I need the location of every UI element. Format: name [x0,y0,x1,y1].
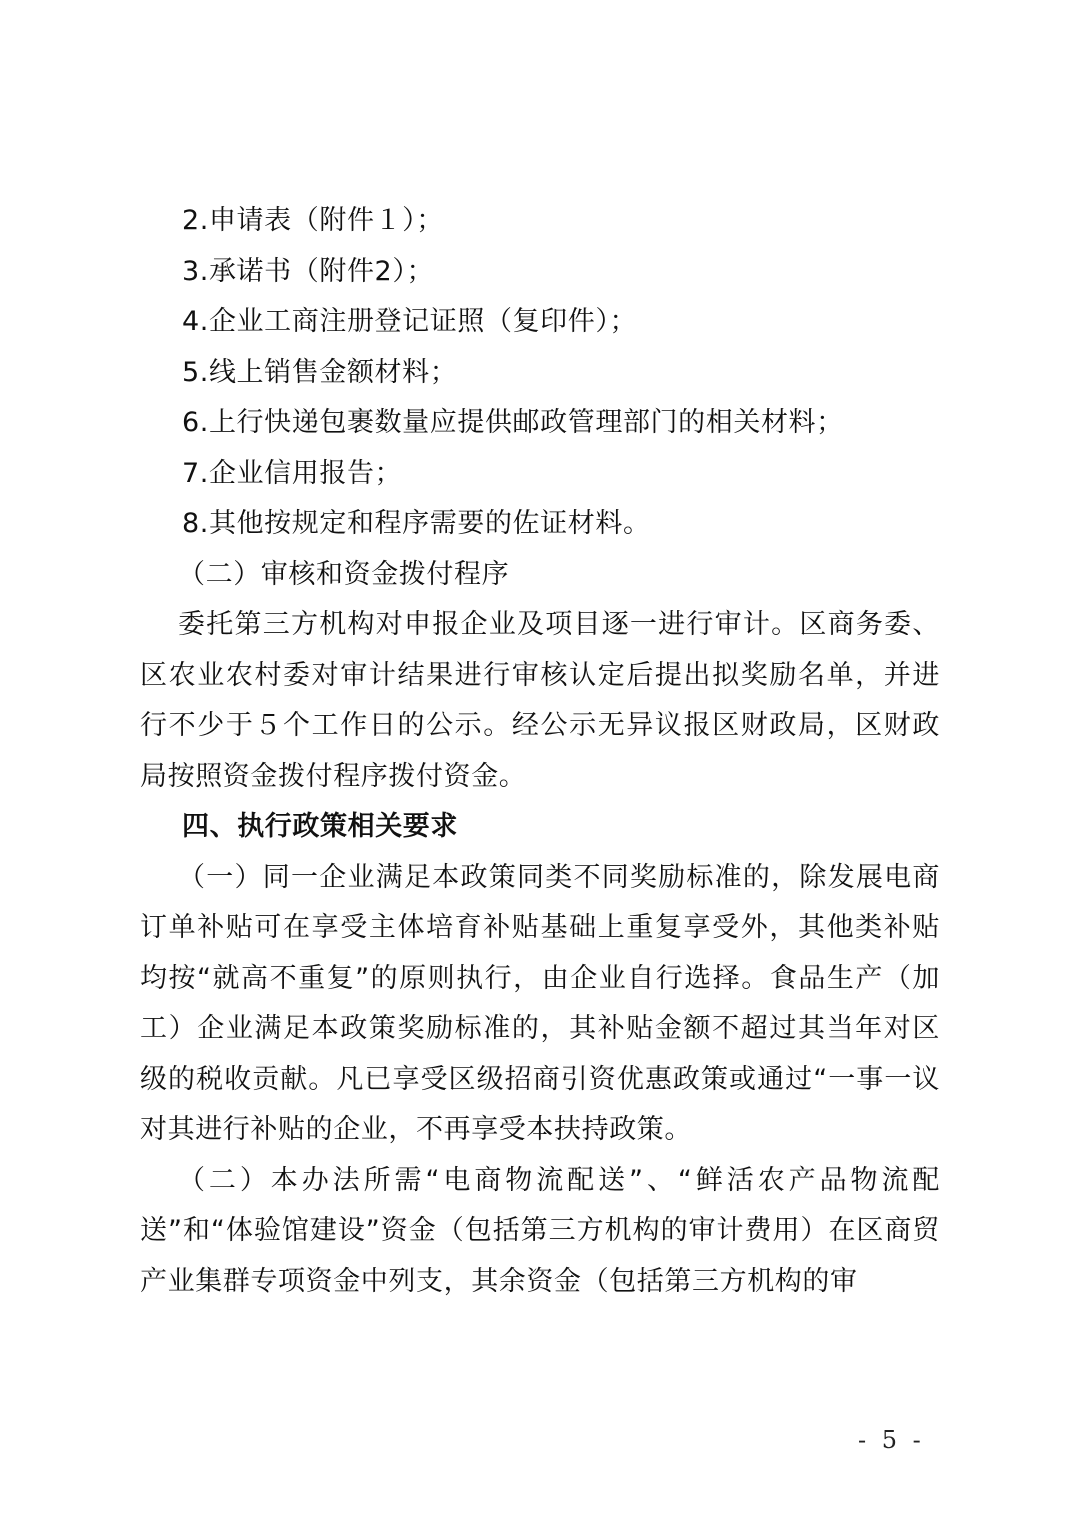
list-item: 3.承诺书（附件2）； [182,255,435,287]
section-heading: 四、执行政策相关要求 [182,811,458,842]
paragraph-review: 委托第三方机构对申报企业及项目逐一进行审计。区商务委、区农业农村委对审计结果进行审核认定后提出拟奖励名单，并进行不少于５个工作日的公示。经公示无异议报区财政局，区财政局按照资金拨付程序拨付资金。 [140,609,940,792]
list-item: 2.申请表（附件１）； [182,205,444,236]
document-body [140,196,940,1307]
list-item: 5.线上销售金额材料； [182,356,458,388]
list-item: 8.其他按规定和程序需要的佐证材料。 [182,508,651,539]
subheading-review: （二）审核和资金拨付程序 [178,558,510,590]
list-item: 4.企业工商注册登记证照（复印件）； [182,306,638,337]
paragraph-requirement-1: （一）同一企业满足本政策同类不同奖励标准的，除发展电商订单补贴可在享受主体培育补贴基础上重复享受外，其他类补贴均按“就高不重复”的原则执行，由企业自行选择。食品生产（加工）企业满足本政策奖励标准的，其补贴金额不超过其当年对区级的税收贡献。凡已享受区级招商引资优惠政策或通过“一事一议对其进行补贴的企业，不再享受本扶持政策。 [140,861,940,1145]
page-number: - 5 - [858,1426,925,1454]
paragraph-requirement-2: （二）本办法所需“电商物流配送”、“鲜活农产品物流配送”和“体验馆建设”资金（包括第三方机构的审计费用）在区商贸产业集群专项资金中列支，其余资金（包括第三方机构的审 [140,1164,940,1297]
list-item: 6.上行快递包裹数量应提供邮政管理部门的相关材料； [182,407,844,438]
list-item: 7.企业信用报告； [182,457,403,489]
